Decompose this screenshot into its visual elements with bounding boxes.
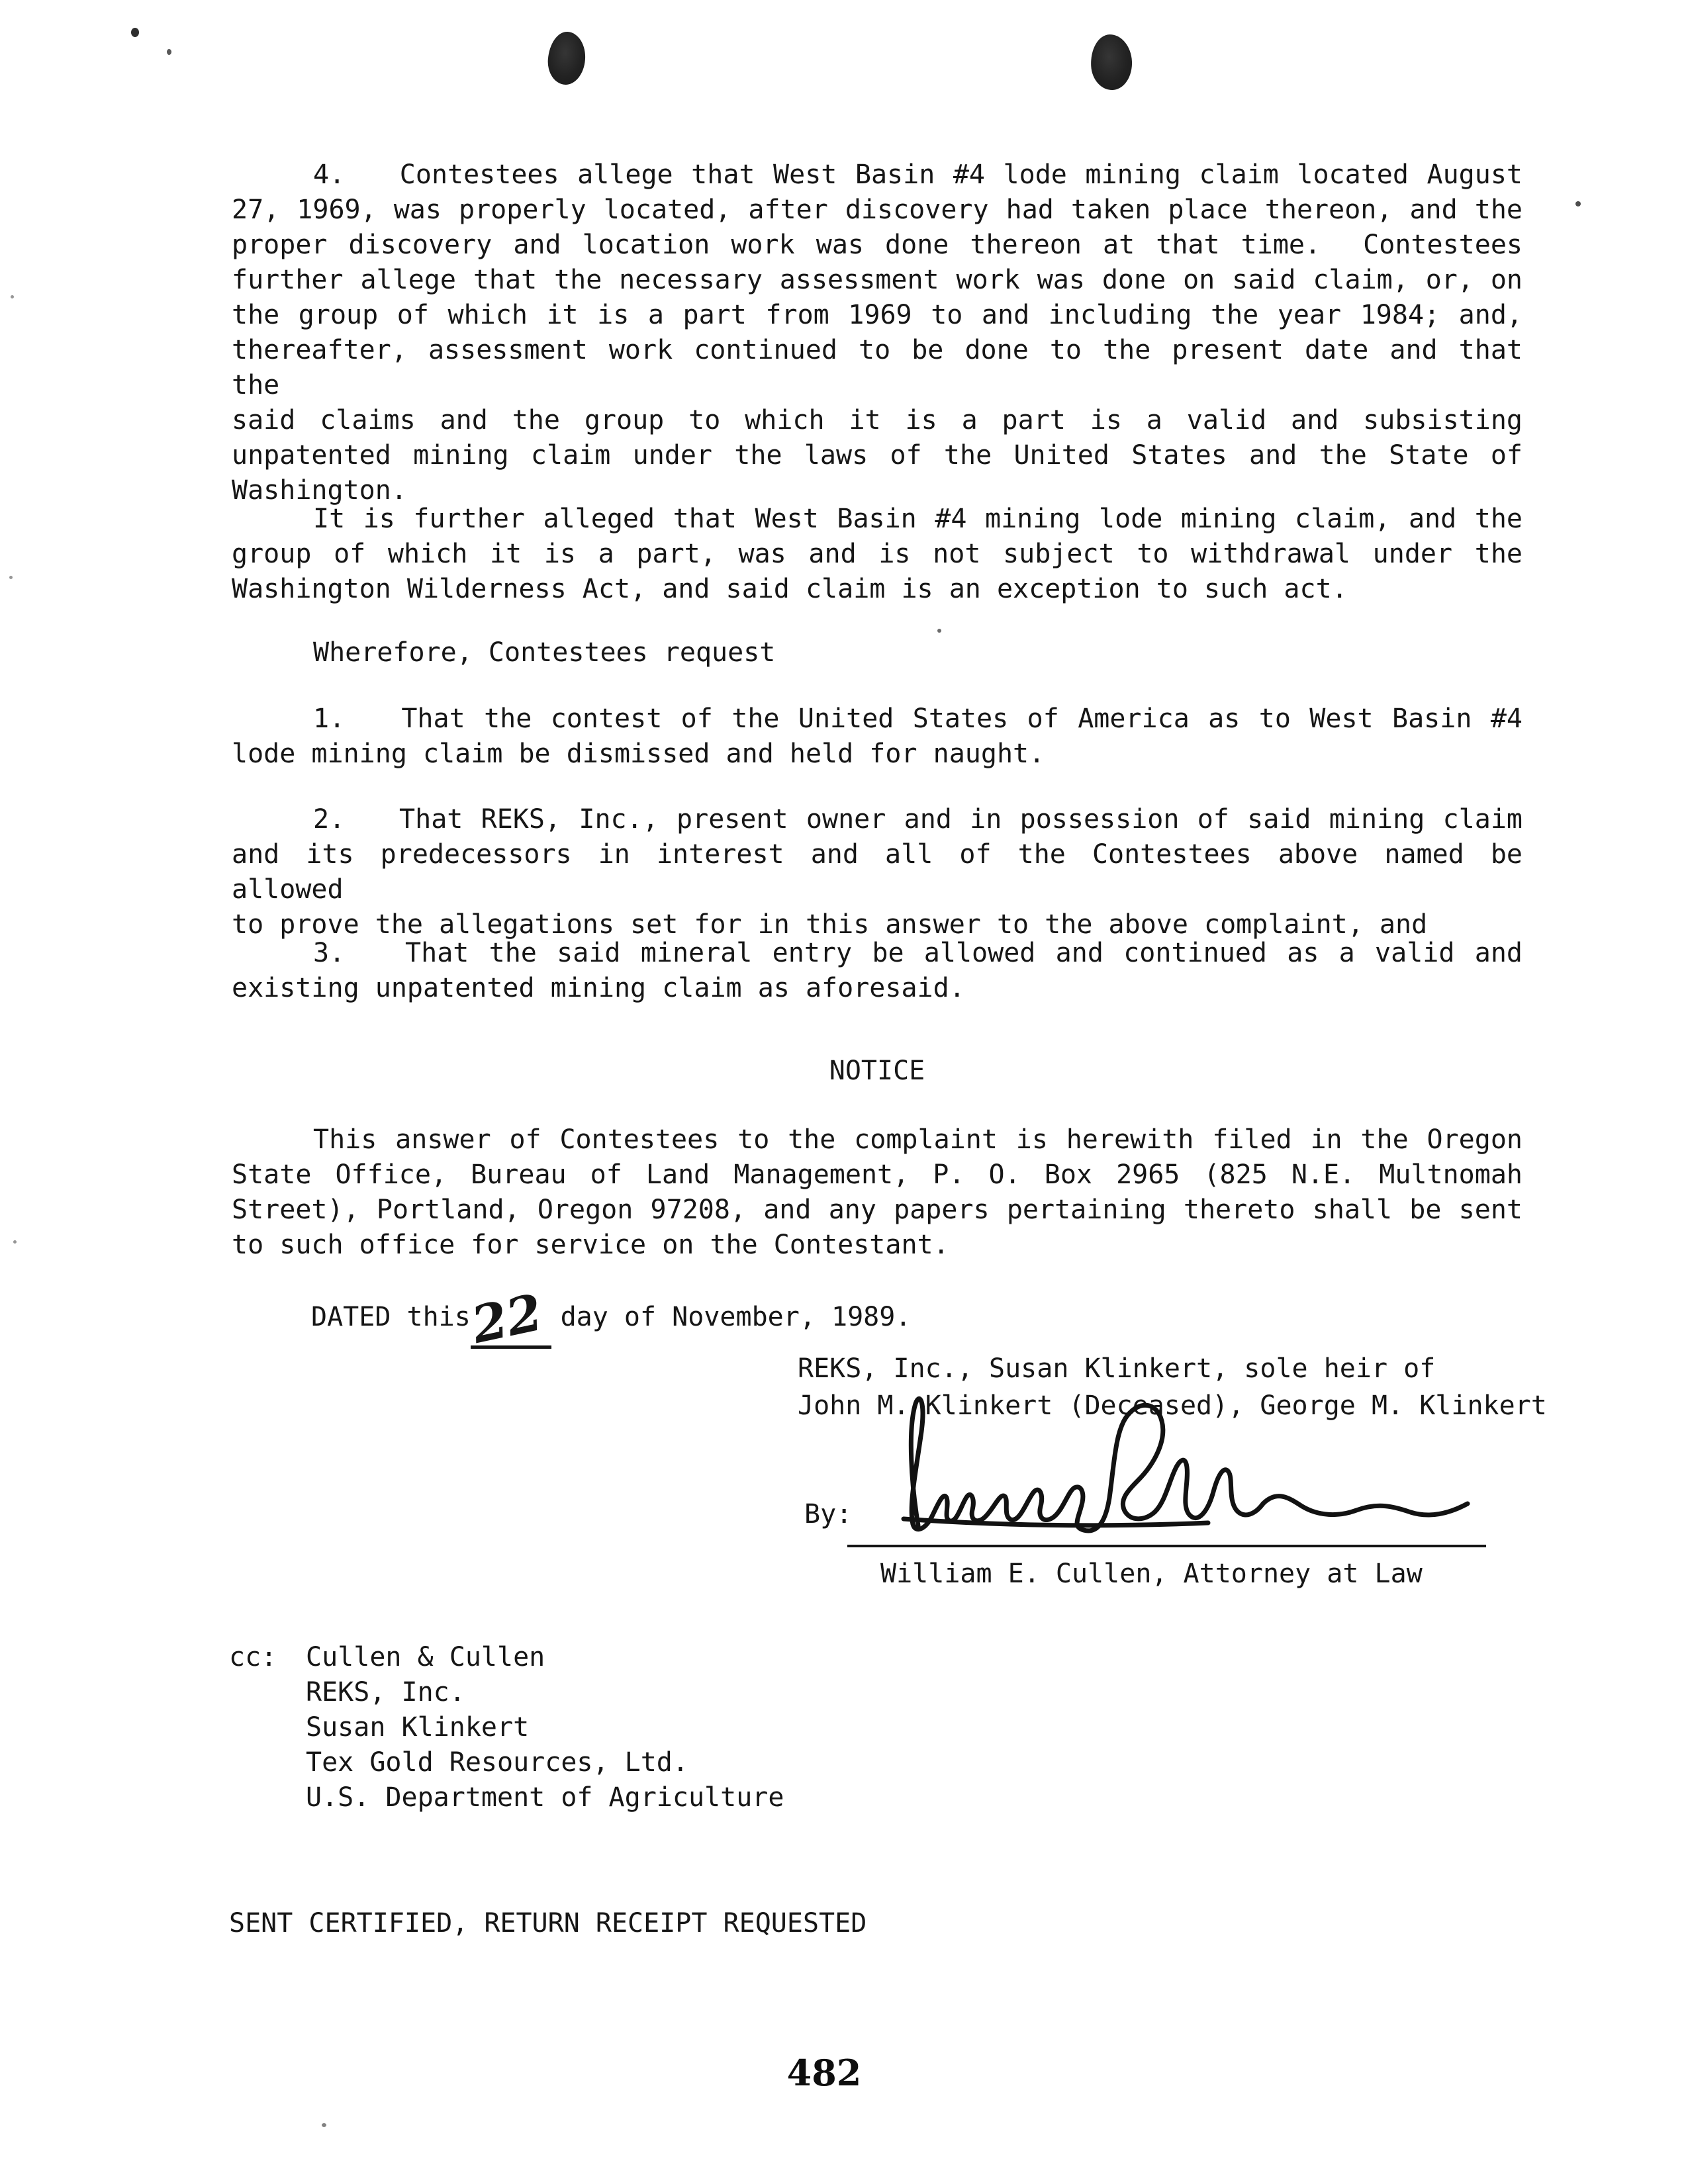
paragraph-allegation-4 <box>232 158 1523 508</box>
typewritten-line: said claims and the group to which it is a part is a valid and subsisting <box>232 405 1523 435</box>
cc-item: U.S. Department of Agriculture <box>306 1782 784 1813</box>
scan-speck <box>9 576 13 579</box>
notice-heading <box>232 1054 1523 1089</box>
typewritten-line: Street), Portland, Oregon 97208, and any papers pertaining thereto shall be sent <box>232 1195 1523 1225</box>
ink-stamp-mark-right <box>1090 33 1133 91</box>
request-item-3 <box>232 936 1523 1006</box>
paragraph-further-alleged <box>232 502 1523 607</box>
typewritten-line: This answer of Contestees to the complaint is herewith filed in the Oregon <box>313 1124 1523 1155</box>
by-label: By: <box>804 1499 853 1529</box>
typewritten-line: further allege that the necessary assessment work was done on said claim, or, on <box>232 265 1523 295</box>
sent-certified-line: SENT CERTIFIED, RETURN RECEIPT REQUESTED <box>229 1908 867 1938</box>
typewritten-line: proper discovery and location work was done thereon at that time. Contestees <box>232 230 1523 260</box>
request-item-2 <box>232 802 1523 942</box>
typewritten-line: Washington Wilderness Act, and said claim is an exception to such act. <box>232 574 1348 604</box>
dated-line <box>311 1282 912 1355</box>
typewritten-line: 27, 1969, was properly located, after discovery had taken place thereon, and the <box>232 195 1523 225</box>
cc-item: Cullen & Cullen <box>306 1642 545 1672</box>
typewritten-line: It is further alleged that West Basin #4 mining lode mining claim, and the <box>313 504 1523 534</box>
attorney-name-line: William E. Cullen, Attorney at Law <box>880 1559 1423 1589</box>
paragraph-notice <box>232 1122 1523 1263</box>
typewritten-line: to such office for service on the Contestant. <box>232 1230 949 1260</box>
typewritten-line: State Office, Bureau of Land Management, P. O. Box 2965 (825 N.E. Multnomah <box>232 1160 1523 1190</box>
signature-line <box>847 1545 1486 1547</box>
cc-list <box>306 1640 784 1815</box>
cc-item: Tex Gold Resources, Ltd. <box>306 1747 688 1778</box>
typewritten-line: 3. That the said mineral entry be allowed and continued as a valid and <box>313 938 1523 968</box>
typewritten-line: the group of which it is a part from 1969 to and including the year 1984; and, <box>232 300 1523 330</box>
scan-speck <box>11 295 14 298</box>
dated-suffix: day of November, 1989. <box>560 1302 912 1332</box>
scan-speck <box>322 2123 326 2127</box>
scan-speck <box>1575 201 1581 206</box>
notice-title: NOTICE <box>829 1056 925 1086</box>
signatory-line-1: REKS, Inc., Susan Klinkert, sole heir of <box>798 1353 1436 1384</box>
cc-label: cc: <box>229 1642 277 1672</box>
scan-speck <box>13 1240 17 1244</box>
request-item-1 <box>232 702 1523 772</box>
typewritten-line: Washington. <box>232 475 407 506</box>
typewritten-line: group of which it is a part, was and is not subject to withdrawal under the <box>232 539 1523 569</box>
typewritten-line: 1. That the contest of the United States of America as to West Basin #4 <box>313 704 1523 734</box>
page-number: 482 <box>786 2052 862 2094</box>
typewritten-line: Wherefore, Contestees request <box>313 637 776 668</box>
handwritten-day-underline <box>466 1282 551 1355</box>
typewritten-line: thereafter, assessment work continued to be done to the present date and that the <box>232 335 1523 400</box>
typewritten-line: to prove the allegations set for in this answer to the above complaint, and <box>232 909 1428 940</box>
typewritten-line: unpatented mining claim under the laws of the United States and the State of <box>232 440 1523 471</box>
scan-speck <box>131 28 139 37</box>
typewritten-line: existing unpatented mining claim as aforesaid. <box>232 973 965 1003</box>
cc-item: REKS, Inc. <box>306 1677 465 1707</box>
cc-item: Susan Klinkert <box>306 1712 530 1743</box>
ink-stamp-mark-left <box>546 30 586 86</box>
paragraph-wherefore <box>232 635 1523 670</box>
typewritten-line: 2. That REKS, Inc., present owner and in possession of said mining claim <box>313 804 1523 835</box>
typewritten-line: lode mining claim be dismissed and held for naught. <box>232 739 1045 769</box>
handwritten-day: 22 <box>466 1282 547 1355</box>
scan-speck <box>167 49 171 55</box>
typewritten-line: 4. Contestees allege that West Basin #4 lode mining claim located August <box>313 159 1523 190</box>
scan-speck <box>937 629 941 633</box>
dated-prefix: DATED this <box>311 1302 471 1332</box>
typewritten-line: and its predecessors in interest and all of the Contestees above named be allowed <box>232 839 1523 905</box>
signatory-line-2: John M. Klinkert (Deceased), George M. Klinkert <box>798 1390 1547 1421</box>
signature-handwriting-cullen <box>837 1393 1486 1559</box>
